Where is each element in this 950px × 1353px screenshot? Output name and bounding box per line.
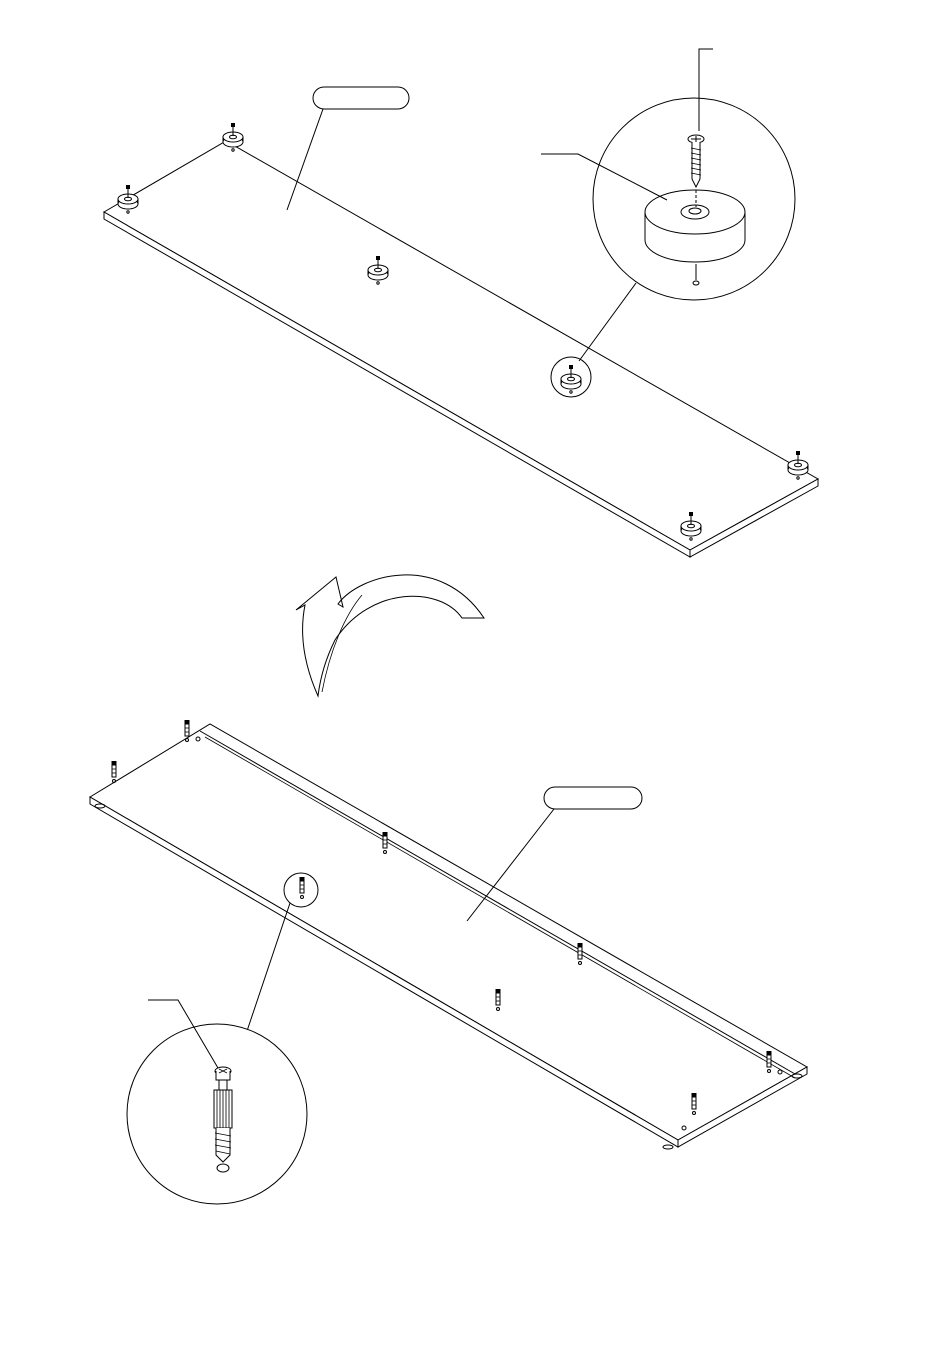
foot-pad-icon (645, 190, 745, 262)
flip-arrow-icon (296, 575, 484, 696)
step1-group (104, 49, 818, 557)
step1-detail-view (593, 98, 795, 300)
step2-panel-label-box (544, 787, 642, 809)
step2-group (90, 720, 807, 1204)
step2-detail-view (127, 1024, 307, 1204)
step1-panel-label-box (313, 87, 409, 109)
